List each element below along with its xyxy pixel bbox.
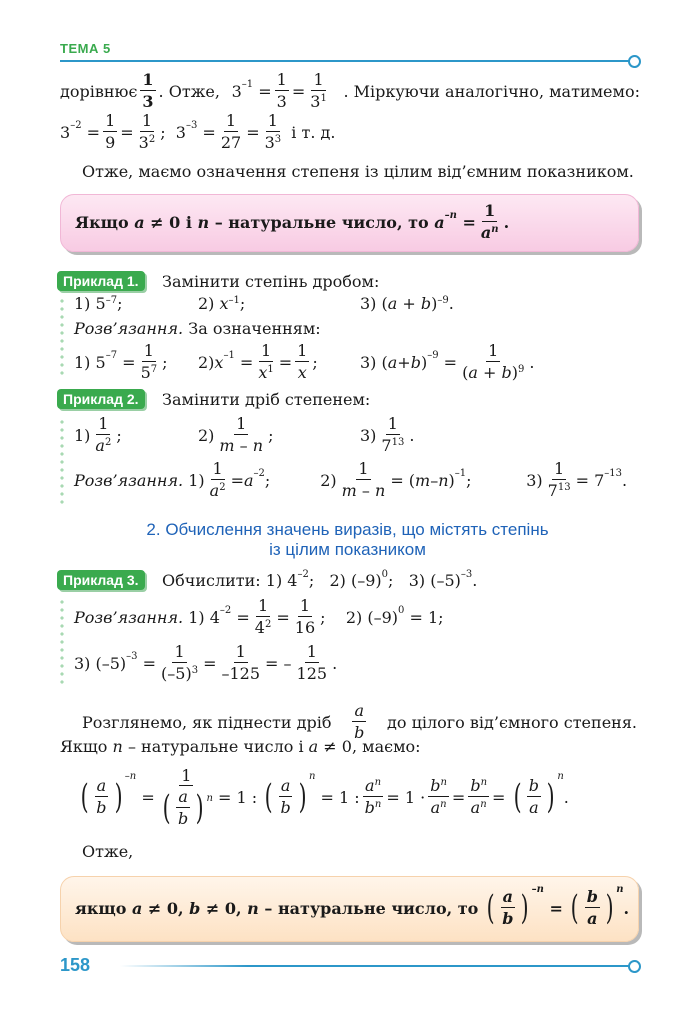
rule1-text-c: – натуральне число, то bbox=[214, 212, 429, 232]
conclusion-text: якщо a ≠ 0, b ≠ 0, n – натуральне число, то ( $\frac{a}{b}$ ) $^{-n}$ = ( $\frac{b}{a}$ ) $^n$ . bbox=[75, 884, 630, 928]
body-paragraph-line-2: Якщо n – натуральне число і a ≠ 0 , маємо: bbox=[60, 737, 421, 756]
example-3-solution-word: Розв’язання. bbox=[74, 607, 184, 627]
body-text-e: , маємо: bbox=[351, 737, 421, 756]
example-2-task: Замінити дріб степенем: bbox=[162, 390, 371, 409]
example-2-solution-word: Розв’язання. bbox=[74, 470, 184, 490]
example-1-solution-word: Розв’язання. bbox=[74, 319, 184, 338]
body-text-d: – натуральне число і bbox=[127, 737, 304, 756]
footer-rule bbox=[120, 965, 630, 967]
topic-label: ТЕМА 5 bbox=[60, 41, 111, 56]
example-2-label: Приклад 2. bbox=[57, 389, 145, 409]
example-3-solution-2: 3) (–5) $^{-3}$ = $\frac{1}{(-5)^3}$ = $\frac{1}{-125}$ = – $\frac{1}{125}$ . bbox=[74, 642, 338, 683]
intro-conclusion: Отже, маємо означення степеня із цілим від’ємним показником. bbox=[82, 162, 634, 181]
rule2-text-a: якщо bbox=[75, 898, 127, 918]
intro-text-c: . Міркуючи аналогічно, матимемо: bbox=[343, 81, 640, 101]
example-1-label: Приклад 1. bbox=[57, 271, 145, 291]
section-heading-line-1: 2. Обчислення значень виразів, що містять степінь bbox=[146, 520, 549, 539]
header-rule-end-circle bbox=[628, 55, 641, 68]
intro-text-a: дорівнює bbox=[60, 81, 138, 101]
intro-line-1 bbox=[60, 70, 640, 112]
example-1-answers: 1) 5 $^{-7}$ = $\frac{1}{5^7}$ ; 2) x $^{-1}$ = $\frac{1}{x^1}$ = $\frac{1}{x}$ ; 3) ( a + b ) $^{-9}$ = $\frac{1}{(a + b)^9}$ . bbox=[74, 341, 535, 382]
example-1-solution-line bbox=[74, 319, 321, 338]
fraction-one-third: $\frac{1}{3}$ bbox=[142, 70, 154, 111]
example-3-task-text: Обчислити: bbox=[162, 571, 261, 590]
intro-text-b: . Отже, bbox=[158, 81, 220, 101]
example-3-solution-1: Розв’язання. 1) 4 $^{-2}$ = $\frac{1}{4^2}$ = $\frac{1}{16}$ ; 2) (–9) $^0$ = 1; bbox=[74, 596, 444, 637]
section-heading-line-2: із цілим показником bbox=[269, 540, 426, 559]
example-1-dots bbox=[60, 297, 64, 375]
rule2-text-b: – натуральне число, то bbox=[264, 898, 479, 918]
example-2-items: 1) $\frac{1}{a^2}$ ; 2) $\frac{1}{m - n}$ ; 3) $\frac{1}{7^{13}}$ . bbox=[74, 414, 415, 455]
derivation-formula: ( $\frac{a}{b}$ ) $^{-n}$ = 1 ( $\frac{a}{b}$ ) $^n$ = 1 : ( $\frac{a}{b}$ ) $^n$ = 1 : $\frac{a^n}{b^n}$ = 1 · $\frac{b^n}{a^n}$ = $\frac{b^n}{a^n}$ = ( $\frac{b}{a}$ ) $^n$ . bbox=[80, 765, 569, 828]
example-2-solution: Розв’язання. 1) $\frac{1}{a^2}$ = a $^{-2}$ ; 2) $\frac{1}{m - n}$ = ( m – n ) $^{-1}$ ; 3) $\frac{1}{7^{13}}$ = 7 $^{-13}$ . bbox=[74, 459, 628, 500]
intro-text-etc: і т. д. bbox=[291, 122, 336, 142]
example-3-dots bbox=[60, 598, 64, 686]
intro-line-2: 3 $^{-2}$ = $\frac{1}{9}$ = $\frac{1}{3^2}$ ; 3 $^{-3}$ = $\frac{1}{27}$ = $\frac{1}{3^3}$ і т. д. bbox=[60, 111, 336, 152]
example-1-items: 1) $5^{-7}$; 2) $x^{-1}$; 3) $(a + b)^{-9}$. bbox=[74, 294, 454, 313]
page-number: 158 bbox=[60, 955, 91, 975]
section-heading bbox=[0, 520, 695, 560]
body-paragraph-line-1: Розглянемо, як піднести дріб $\frac{a}{b}$ до цілого від’ємного степеня. bbox=[82, 701, 637, 742]
formula-3-neg1: 3 $^{-1}$ = $\frac{1}{3}$ = $\frac{1}{3^1}$ bbox=[231, 70, 327, 111]
body-text-c: Якщо bbox=[60, 737, 108, 756]
rule1-text-a: Якщо bbox=[75, 212, 129, 232]
example-2-dots bbox=[60, 418, 64, 506]
therefore-text: Отже, bbox=[82, 842, 134, 861]
example-3-task: Обчислити: 1) 4 $^{-2}$ ; 2) (–9) $^0$ ; 3) (–5) $^{-3}$ . bbox=[162, 568, 478, 590]
example-1-solution-tail: За означенням: bbox=[188, 319, 321, 338]
example-3-label: Приклад 3. bbox=[57, 570, 145, 590]
example-1-task: Замінити степінь дробом: bbox=[162, 272, 380, 291]
body-text-b: до цілого від’ємного степеня. bbox=[387, 712, 637, 732]
footer-rule-end-circle bbox=[628, 960, 641, 973]
body-text-a: Розглянемо, як піднести дріб bbox=[82, 712, 332, 732]
definition-text: Якщо a ≠ 0 і n – натуральне число, то a $^{-n}$ = $\frac{1}{a^n}$ . bbox=[75, 201, 510, 242]
header-rule bbox=[60, 60, 630, 62]
rule1-text-b: і bbox=[185, 212, 192, 232]
